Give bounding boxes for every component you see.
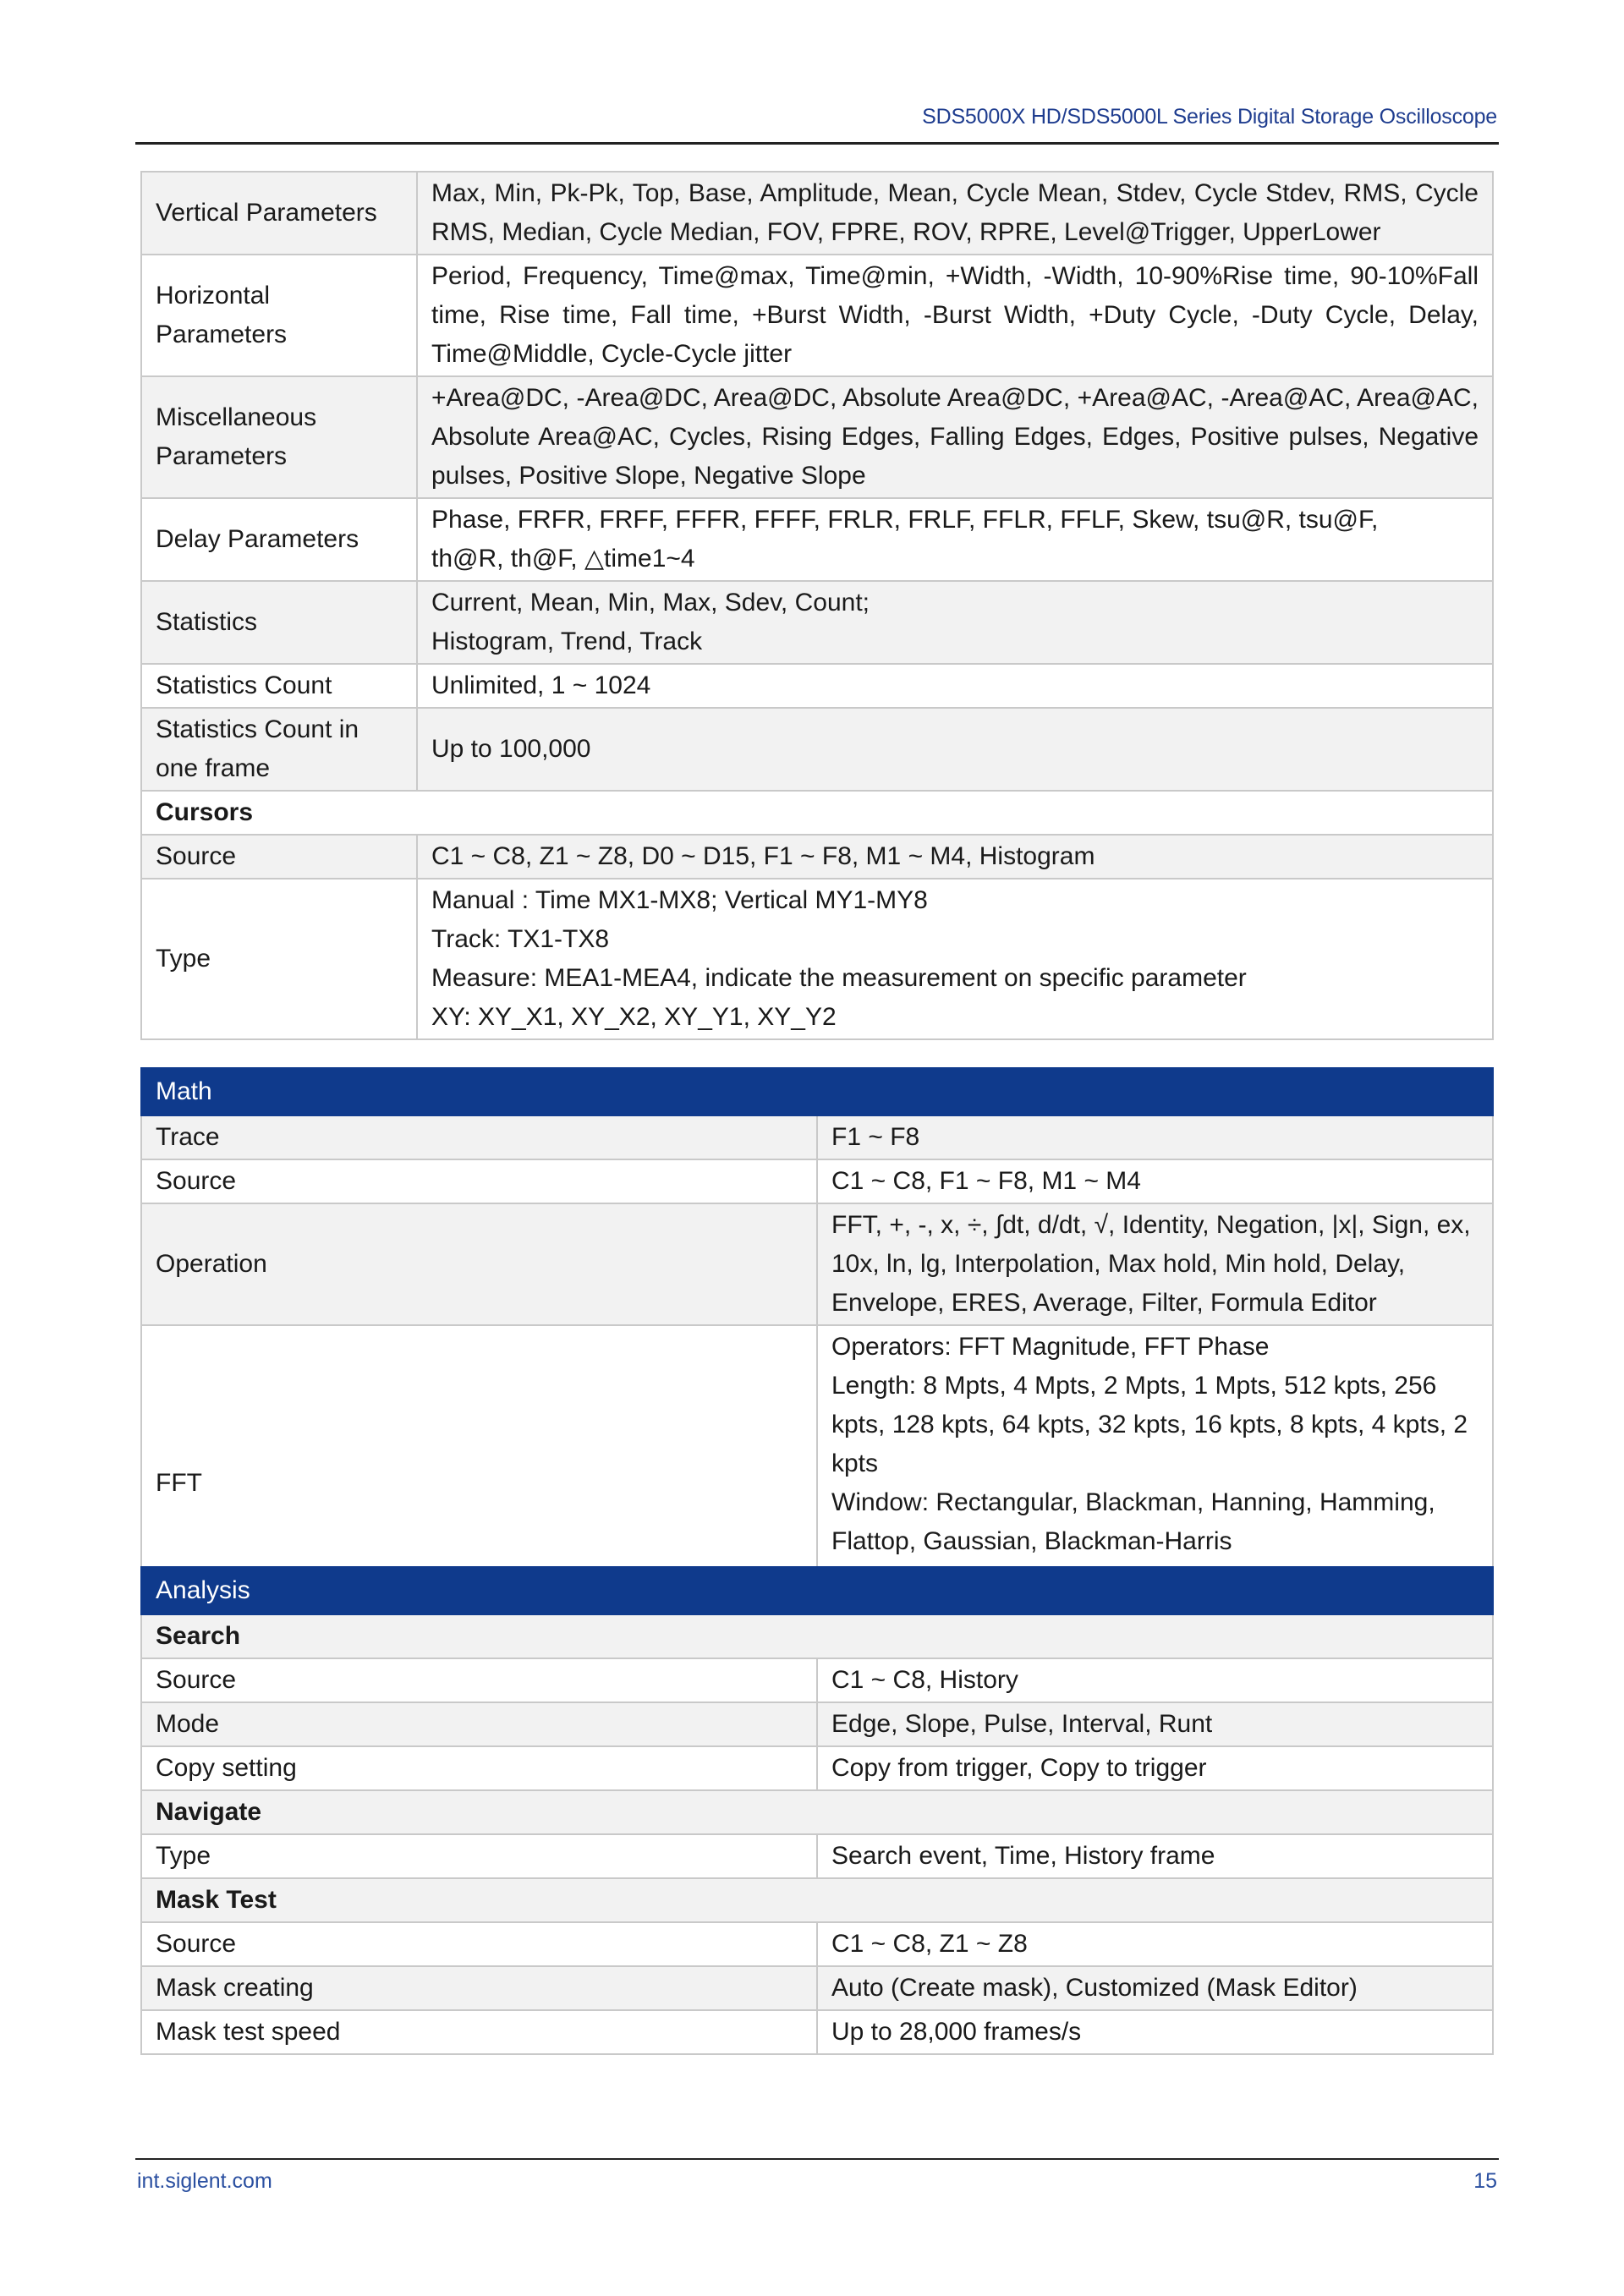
row-value: [417, 879, 1493, 1039]
table-row: [141, 581, 1493, 664]
row-label: Delay Parameters: [141, 498, 417, 581]
row-label: Vertical Parameters: [141, 172, 417, 255]
row-value: Up to 100,000: [417, 708, 1493, 791]
row-label: Source: [141, 1159, 817, 1203]
table-subheading-row: [141, 791, 1493, 835]
row-value: F1 ~ F8: [817, 1115, 1493, 1159]
table-row: [141, 1702, 1493, 1746]
section-title-math: Math: [141, 1068, 1493, 1115]
row-label: Mask test speed: [141, 2010, 817, 2054]
row-label: FFT: [141, 1325, 817, 1641]
row-label: Source: [141, 1658, 817, 1702]
page-header-title: SDS5000X HD/SDS5000L Series Digital Storage Oscilloscope: [922, 105, 1497, 129]
table-subheading-row: [141, 1878, 1493, 1922]
row-value: Copy from trigger, Copy to trigger: [817, 1746, 1493, 1790]
value-line: XY: XY_X1, XY_X2, XY_Y1, XY_Y2: [431, 1003, 837, 1031]
value-line: Window: Rectangular, Blackman, Hanning, Hamming, Flattop, Gaussian, Blackman-Harris: [831, 1488, 1435, 1555]
table-row: [141, 879, 1493, 1039]
table-row: [141, 498, 1493, 581]
row-label: Operation: [141, 1203, 817, 1325]
table-row: [141, 664, 1493, 708]
row-value: +Area@DC, -Area@DC, Area@DC, Absolute Area@DC, +Area@AC, -Area@AC, Area@AC, Absolute Area@AC, Cycles, Rising Edges, Falling Edges, Edges, Positive pulses, Negative pulses, Positive Slope, Negative Slope: [417, 376, 1493, 498]
subheading-cursors: Cursors: [141, 791, 1493, 835]
table-row: [141, 2010, 1493, 2054]
subheading-mask-test: Mask Test: [141, 1878, 1493, 1922]
header-divider: [135, 142, 1499, 145]
table-row: [141, 1746, 1493, 1790]
row-label: Horizontal Parameters: [141, 255, 417, 376]
table-row: [141, 1159, 1493, 1203]
row-value: Up to 28,000 frames/s: [817, 2010, 1493, 2054]
row-value: FFT, +, -, x, ÷, ∫dt, d/dt, √, Identity, Negation, |x|, Sign, ex, 10x, ln, lg, Interpolation, Max hold, Min hold, Delay, Envelope, ERES, Average, Filter, Formula Editor: [817, 1203, 1493, 1325]
row-label: [141, 708, 417, 791]
table-row: [141, 376, 1493, 498]
value-line: Track: TX1-TX8: [431, 925, 610, 953]
label-line: Statistics Count in: [156, 715, 359, 743]
analysis-spec-table: [140, 1566, 1494, 2055]
table-row: [141, 1658, 1493, 1702]
row-label: Trace: [141, 1115, 817, 1159]
table-row: [141, 1203, 1493, 1325]
row-label: Statistics Count: [141, 664, 417, 708]
row-value: Unlimited, 1 ~ 1024: [417, 664, 1493, 708]
table-row: [141, 172, 1493, 255]
math-spec-table: [140, 1067, 1494, 1642]
table-row: [141, 1966, 1493, 2010]
footer-divider: [135, 2158, 1499, 2160]
row-label: Type: [141, 879, 417, 1039]
value-line: Measure: MEA1-MEA4, indicate the measurement on specific parameter: [431, 964, 1247, 992]
row-value: C1 ~ C8, Z1 ~ Z8: [817, 1922, 1493, 1966]
value-line: Histogram, Trend, Track: [431, 627, 703, 655]
row-value: Edge, Slope, Pulse, Interval, Runt: [817, 1702, 1493, 1746]
row-value: C1 ~ C8, Z1 ~ Z8, D0 ~ D15, F1 ~ F8, M1 ~ M4, Histogram: [417, 835, 1493, 879]
row-value: Phase, FRFR, FRFF, FFFR, FFFF, FRLR, FRLF, FFLR, FFLF, Skew, tsu@R, tsu@F, th@R, th@F, △time1~4: [417, 498, 1493, 581]
footer-website-link[interactable]: int.siglent.com: [137, 2169, 272, 2193]
row-value: [417, 581, 1493, 664]
row-value: Period, Frequency, Time@max, Time@min, +Width, -Width, 10-90%Rise time, 90-10%Fall time, Rise time, Fall time, +Burst Width, -Burst Width, +Duty Cycle, -Duty Cycle, Delay, Time@Middle, Cycle-Cycle jitter: [417, 255, 1493, 376]
subheading-navigate: Navigate: [141, 1790, 1493, 1834]
table-section-header: [141, 1567, 1493, 1614]
row-label: Statistics: [141, 581, 417, 664]
measure-spec-table: [140, 171, 1494, 1040]
row-value: Auto (Create mask), Customized (Mask Editor): [817, 1966, 1493, 2010]
row-value: C1 ~ C8, History: [817, 1658, 1493, 1702]
table-section-header: [141, 1068, 1493, 1115]
row-value: Search event, Time, History frame: [817, 1834, 1493, 1878]
table-row: [141, 708, 1493, 791]
table-row: [141, 255, 1493, 376]
value-line: Length: 8 Mpts, 4 Mpts, 2 Mpts, 1 Mpts, 512 kpts, 256 kpts, 128 kpts, 64 kpts, 32 kpts, 16 kpts, 8 kpts, 4 kpts, 2 kpts: [831, 1372, 1468, 1477]
value-line: Operators: FFT Magnitude, FFT Phase: [831, 1333, 1270, 1361]
table-row: [141, 1922, 1493, 1966]
row-label: Mode: [141, 1702, 817, 1746]
row-label: Source: [141, 835, 417, 879]
row-value: C1 ~ C8, F1 ~ F8, M1 ~ M4: [817, 1159, 1493, 1203]
value-line: Current, Mean, Min, Max, Sdev, Count;: [431, 589, 870, 616]
page-number: 15: [1473, 2169, 1497, 2193]
subheading-search: Search: [141, 1614, 1493, 1658]
label-line: one frame: [156, 754, 271, 782]
row-value: Max, Min, Pk-Pk, Top, Base, Amplitude, Mean, Cycle Mean, Stdev, Cycle Stdev, RMS, Cycle RMS, Median, Cycle Median, FOV, FPRE, ROV, RPRE, Level@Trigger, UpperLower: [417, 172, 1493, 255]
table-row: [141, 1834, 1493, 1878]
value-line: Manual : Time MX1-MX8; Vertical MY1-MY8: [431, 886, 928, 914]
table-subheading-row: [141, 1790, 1493, 1834]
table-row: [141, 835, 1493, 879]
table-row: [141, 1115, 1493, 1159]
table-subheading-row: [141, 1614, 1493, 1658]
row-label: Type: [141, 1834, 817, 1878]
row-label: Copy setting: [141, 1746, 817, 1790]
row-label: Source: [141, 1922, 817, 1966]
row-label: Mask creating: [141, 1966, 817, 2010]
row-label: Miscellaneous Parameters: [141, 376, 417, 498]
section-title-analysis: Analysis: [141, 1567, 1493, 1614]
